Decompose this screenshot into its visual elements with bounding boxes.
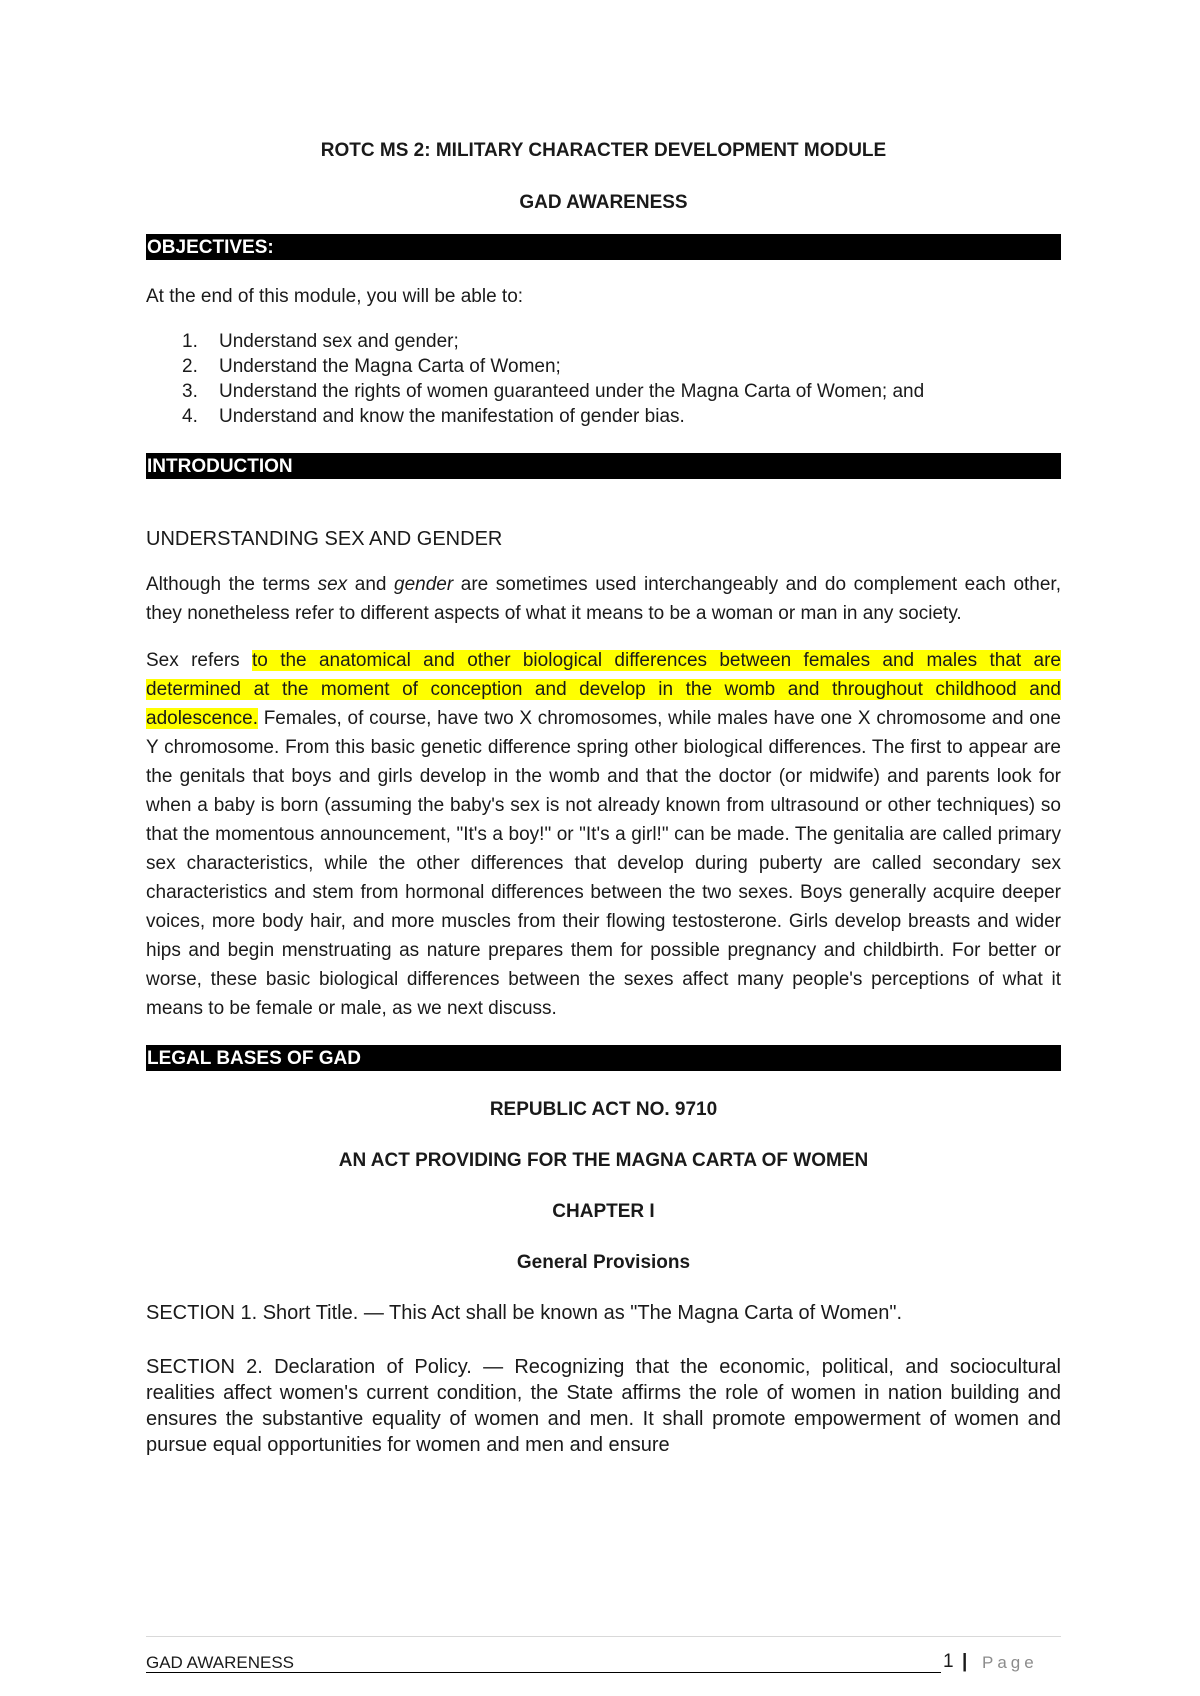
footer-label: GAD AWARENESS xyxy=(146,1653,294,1672)
section-1: SECTION 1. Short Title. — This Act shall be known as "The Magna Carta of Women". xyxy=(146,1302,902,1324)
page-number: 1 xyxy=(943,1651,954,1672)
footer-underline xyxy=(146,1672,941,1673)
paragraph-sex-gender: Although the terms sex and gender are sometimes used interchangeably and do complement each other, they nonetheless refer to different aspects of what it means to be a woman or man in any society. xyxy=(146,574,1061,624)
legal-bases-heading: LEGAL BASES OF GAD xyxy=(146,1045,1061,1071)
footer-divider xyxy=(146,1636,1061,1638)
list-item: 3. Understand the rights of women guaranteed under the Magna Carta of Women; and xyxy=(182,381,925,402)
list-item: 4. Understand and know the manifestation of gender bias. xyxy=(182,406,685,427)
highlighted-text: to the anatomical and other biological differences between females and males that are determined at the moment of conception and develop in the womb and throughout childhood and adolescence. xyxy=(146,650,1061,729)
list-item: 2. Understand the Magna Carta of Women; xyxy=(182,356,561,377)
module-subtitle: GAD AWARENESS xyxy=(519,192,688,213)
footer-separator: | xyxy=(962,1651,968,1672)
page-footer xyxy=(146,1653,1061,1677)
section-2: SECTION 2. Declaration of Policy. — Recognizing that the economic, political, and sociocultural realities affect women's current condition, the State affirms the role of women in nation building and ensures the substantive equality of women and men. It shall promote empowerment of women and pursue equal opportunities for women and men and ensure xyxy=(146,1356,1061,1456)
list-item: 1. Understand sex and gender; xyxy=(182,331,459,352)
chapter-title: General Provisions xyxy=(516,1252,691,1273)
objectives-heading: OBJECTIVES: xyxy=(146,234,1061,260)
document-page xyxy=(146,140,1061,1458)
page-word: Page xyxy=(982,1653,1038,1672)
paragraph-sex-definition: Sex refers to the anatomical and other biological differences between females and males that are determined at the moment of conception and develop in the womb and throughout childhood and adolescence. Females, of course, have two X chromosomes, while males have one X chromosome and one Y chromosome. From this basic genetic difference spring other biological differences. The first to appear are the genitals that boys and girls develop in the womb and that the doctor (or midwife) and parents look for when a baby is born (assuming the baby's sex is not already known from ultrasound or other techniques) so that the momentous announcement, "It's a boy!" or "It's a girl!" can be made. The genitalia are called primary sex characteristics, while the other differences that develop during puberty are called secondary sex characteristics and stem from hormonal differences between the two sexes. Boys generally acquire deeper voices, more body hair, and more muscles from their flowing testosterone. Girls develop breasts and wider hips and begin menstruating as nature prepares them for possible pregnancy and childbirth. For better or worse, these basic biological differences between the sexes affect many people's perceptions of what it means to be female or male, as we next discuss. xyxy=(146,650,1061,1019)
act-title: AN ACT PROVIDING FOR THE MAGNA CARTA OF WOMEN xyxy=(338,1150,869,1171)
act-number: REPUBLIC ACT NO. 9710 xyxy=(489,1099,718,1120)
module-title: ROTC MS 2: MILITARY CHARACTER DEVELOPMENT MODULE xyxy=(320,140,887,161)
section-subheading: UNDERSTANDING SEX AND GENDER xyxy=(146,528,503,550)
chapter-label: CHAPTER I xyxy=(552,1201,655,1222)
objectives-list xyxy=(146,329,1061,429)
introduction-heading: INTRODUCTION xyxy=(146,453,1061,479)
objectives-intro: At the end of this module, you will be able to: xyxy=(146,286,524,307)
